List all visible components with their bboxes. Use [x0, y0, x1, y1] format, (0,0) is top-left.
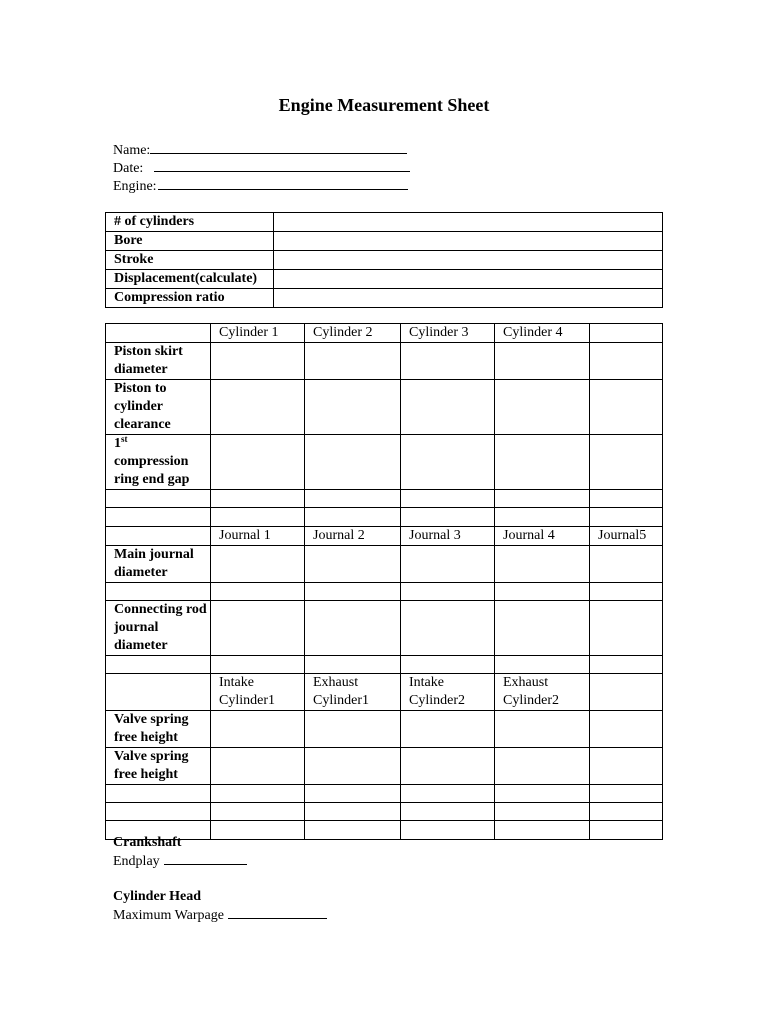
table-row	[106, 380, 663, 435]
date-underline	[154, 159, 410, 172]
table-cell	[106, 656, 211, 674]
table-cell	[211, 748, 305, 785]
table-cell	[590, 583, 663, 601]
table-cell	[590, 656, 663, 674]
table-row	[106, 674, 663, 711]
table-cell	[401, 601, 495, 656]
table-cell	[590, 490, 663, 508]
table-cell	[495, 601, 590, 656]
table-cell	[401, 583, 495, 601]
row-label: Bore	[106, 232, 274, 251]
engine-label: Engine:	[113, 179, 157, 194]
table-row	[106, 289, 663, 308]
table-cell	[590, 380, 663, 435]
table-cell	[274, 251, 663, 270]
table-row	[106, 821, 663, 840]
row-label: Piston skirt diameter	[106, 343, 211, 380]
table-row	[106, 435, 663, 490]
table-row	[106, 343, 663, 380]
cylinder-head-heading: Cylinder Head	[113, 889, 202, 904]
table-cell	[495, 748, 590, 785]
table-cell	[274, 213, 663, 232]
row-label: Connecting rod journal diameter	[106, 601, 211, 656]
table-cell	[274, 289, 663, 308]
column-header: Cylinder 2	[305, 324, 401, 343]
table-cell	[305, 490, 401, 508]
table-row	[106, 546, 663, 583]
table-cell	[305, 821, 401, 840]
table-cell	[590, 821, 663, 840]
table-cell	[211, 380, 305, 435]
table-cell	[590, 508, 663, 527]
table-cell	[401, 343, 495, 380]
table-cell	[401, 803, 495, 821]
table-cell	[401, 490, 495, 508]
endplay-label: Endplay	[113, 854, 160, 869]
table-row	[106, 270, 663, 289]
table-cell	[305, 601, 401, 656]
engine-specs-table	[105, 212, 663, 308]
table-cell	[495, 711, 590, 748]
table-row	[106, 508, 663, 527]
column-header: Intake Cylinder1	[211, 674, 305, 711]
table-cell	[590, 546, 663, 583]
table-cell	[495, 508, 590, 527]
table-row	[106, 748, 663, 785]
table-cell	[305, 803, 401, 821]
column-header: Cylinder 1	[211, 324, 305, 343]
date-label: Date:	[113, 161, 144, 176]
table-cell	[590, 748, 663, 785]
table-cell	[495, 490, 590, 508]
table-cell	[401, 711, 495, 748]
table-cell	[401, 656, 495, 674]
table-cell	[590, 601, 663, 656]
table-cell	[590, 674, 663, 711]
table-cell	[401, 508, 495, 527]
measurements-table	[105, 323, 663, 840]
column-header: Journal 2	[305, 527, 401, 546]
table-cell	[211, 601, 305, 656]
table-cell	[305, 656, 401, 674]
warpage-underline	[228, 906, 327, 919]
header-fields	[113, 141, 410, 195]
engine-field	[113, 177, 410, 195]
table-cell	[495, 803, 590, 821]
table-cell	[590, 435, 663, 490]
table-cell	[305, 343, 401, 380]
table-cell	[211, 343, 305, 380]
table-cell	[495, 821, 590, 840]
table-cell	[106, 674, 211, 711]
table-row	[106, 711, 663, 748]
table-cell	[401, 785, 495, 803]
table-row	[106, 490, 663, 508]
table-cell	[495, 785, 590, 803]
table-cell	[106, 490, 211, 508]
row-label: Stroke	[106, 251, 274, 270]
table-cell	[211, 508, 305, 527]
warpage-field	[113, 906, 327, 925]
table-row	[106, 601, 663, 656]
column-header: Journal 3	[401, 527, 495, 546]
row-label: Valve spring free height	[106, 748, 211, 785]
row-label: # of cylinders	[106, 213, 274, 232]
name-underline	[150, 141, 407, 154]
table-cell	[211, 583, 305, 601]
table-cell	[401, 821, 495, 840]
row-label: Main journal diameter	[106, 546, 211, 583]
table-cell	[106, 324, 211, 343]
name-field	[113, 141, 410, 159]
table-cell	[590, 711, 663, 748]
table-row	[106, 232, 663, 251]
row-label: Compression ratio	[106, 289, 274, 308]
table-cell	[401, 546, 495, 583]
table-cell	[305, 583, 401, 601]
column-header: Journal5	[590, 527, 663, 546]
table-cell	[211, 711, 305, 748]
table-row	[106, 785, 663, 803]
row-label: Piston to cylinder clearance	[106, 380, 211, 435]
table-cell	[495, 343, 590, 380]
table-cell	[106, 785, 211, 803]
table-cell	[211, 435, 305, 490]
table-cell	[305, 508, 401, 527]
table-cell	[211, 656, 305, 674]
table-row	[106, 324, 663, 343]
table-cell	[211, 785, 305, 803]
table-row	[106, 251, 663, 270]
table-cell	[211, 803, 305, 821]
warpage-label: Maximum Warpage	[113, 908, 224, 923]
endplay-field	[113, 852, 247, 871]
table-cell	[401, 380, 495, 435]
engine-underline	[158, 177, 408, 190]
row-label: Valve spring free height	[106, 711, 211, 748]
table-cell	[305, 748, 401, 785]
column-header: Journal 4	[495, 527, 590, 546]
table-row	[106, 803, 663, 821]
table-cell	[274, 232, 663, 251]
table-cell	[590, 343, 663, 380]
table-cell	[590, 785, 663, 803]
table-cell	[495, 656, 590, 674]
endplay-underline	[164, 852, 247, 865]
table-cell	[495, 546, 590, 583]
table-cell	[305, 711, 401, 748]
table-cell	[211, 490, 305, 508]
column-header: Cylinder 3	[401, 324, 495, 343]
name-label: Name:	[113, 143, 151, 158]
table-cell	[274, 270, 663, 289]
column-header: Exhaust Cylinder1	[305, 674, 401, 711]
table-cell	[305, 380, 401, 435]
crankshaft-heading: Crankshaft	[113, 835, 182, 850]
table-cell	[590, 803, 663, 821]
column-header: Cylinder 4	[495, 324, 590, 343]
table-cell	[401, 748, 495, 785]
ring-gap-label: compression ring end gap	[114, 454, 190, 487]
table-cell	[495, 380, 590, 435]
table-cell	[211, 821, 305, 840]
table-cell	[106, 508, 211, 527]
table-row	[106, 527, 663, 546]
column-header: Journal 1	[211, 527, 305, 546]
row-label: Displacement(calculate)	[106, 270, 274, 289]
table-row	[106, 656, 663, 674]
table-cell	[106, 527, 211, 546]
table-cell	[106, 583, 211, 601]
table-row	[106, 583, 663, 601]
row-label	[106, 435, 211, 490]
page-title: Engine Measurement Sheet	[278, 95, 490, 115]
ordinal-suffix: st	[121, 434, 128, 444]
table-cell	[305, 435, 401, 490]
table-cell	[305, 785, 401, 803]
table-cell	[495, 435, 590, 490]
ordinal-number: 1	[114, 436, 121, 451]
column-header: Exhaust Cylinder2	[495, 674, 590, 711]
column-header: Intake Cylinder2	[401, 674, 495, 711]
table-cell	[305, 546, 401, 583]
table-cell	[590, 324, 663, 343]
table-cell	[495, 583, 590, 601]
table-cell	[401, 435, 495, 490]
date-field	[113, 159, 410, 177]
table-row	[106, 213, 663, 232]
table-cell	[211, 546, 305, 583]
table-cell	[106, 803, 211, 821]
